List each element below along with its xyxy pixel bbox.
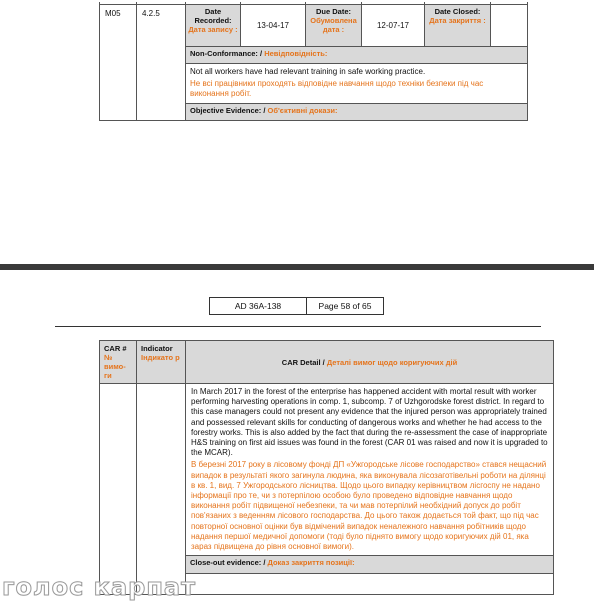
- nonconformance-table: [99, 2, 528, 121]
- close-out-label-uk: Доказ закриття позиції:: [267, 558, 355, 568]
- car-number-header: [100, 341, 137, 384]
- car-number-cell: [100, 384, 137, 595]
- car-code: M05: [100, 5, 137, 121]
- non-conformance-header: Non-Conformance: / Невідповідність:: [186, 47, 528, 64]
- due-date-label: [306, 5, 362, 47]
- indicator-header-uk: Індикато р: [141, 353, 180, 362]
- table-row: [100, 5, 528, 47]
- page-number: Page 58 of 65: [318, 301, 372, 311]
- close-out-label-en: Close-out evidence:: [190, 558, 262, 568]
- page-break-divider: [0, 264, 594, 270]
- car-detail-header-en: CAR Detail: [281, 357, 321, 367]
- objective-evidence-label-uk: Об'єктивні докази:: [267, 106, 338, 115]
- due-date-value: 12-07-17: [362, 5, 425, 47]
- close-out-header: Close-out evidence: / Доказ закриття позиції:: [186, 556, 554, 574]
- car-number-header-uk: № вимо-ги: [104, 353, 126, 380]
- non-conformance-label-en: Non-Conformance:: [190, 49, 258, 58]
- date-closed-value: [491, 5, 528, 47]
- due-date-label-en: Due Date:: [315, 7, 351, 16]
- indicator-header-en: Indicator: [141, 344, 173, 353]
- car-table: [99, 340, 554, 595]
- table-header-row: [100, 341, 554, 384]
- due-date-label-uk: Обумовлена дата :: [310, 16, 357, 34]
- car-detail-text-uk: В березні 2017 року в лісовому фонді ДП «Ужгородське лісове господарство» стався нещасний випадок в результаті якого загинула людина, яка виконувала лісозаготівельні роботи на ділянці в кв. 1, вид. 7 Ужгородського лісництва. Щодо цього випадку керівництвом лісгоспу не надано інформації про те, чи з потерпілою особою було проведено відповідне навчання щодо виконання робіт підвищеної небезпеки, та чи мав потерпілий необхідний допуск до робіт пов'язаних з веденням лісового господарства. До цього також додається той факт, що під час повторної основної оцінки був відмічений випадок неналежного навчання робітників щодо надання першої медичної допомоги (тоді було піднято вимогу щодо коригуючих дій 01, яка зараз підвищена до рівня основної вимоги).: [191, 460, 547, 552]
- indicator-header: [137, 341, 186, 384]
- car-detail-header-uk: Деталі вимог щодо коригуючих дій: [326, 357, 458, 367]
- close-out-cell: [186, 574, 554, 595]
- watermark-text: голос карпат: [2, 573, 197, 601]
- non-conformance-text-uk: Не всі працівники проходять відповідне навчання щодо техніки безпеки під час виконання робіт.: [190, 79, 484, 98]
- document-id: AD 36A-138: [210, 298, 307, 314]
- date-closed-label: [425, 5, 491, 47]
- non-conformance-text-en: Not all workers have had relevant training in safe working practice.: [190, 67, 426, 76]
- date-closed-label-en: Date Closed:: [434, 7, 481, 16]
- non-conformance-label-uk: Невідповідність:: [264, 49, 328, 58]
- date-recorded-value: 13-04-17: [241, 5, 306, 47]
- indicator-cell: [137, 384, 186, 595]
- car-detail-text-en: In March 2017 in the forest of the enterprise has happened accident with mortal result with worker performing harvesting operations in comp. 1, subcomp. 7 of Uzhgorodske forest district. In regard to this case managers could not present any evidence that the injured person was appropriately trained and possessed relevant skills for conducting of dangerous works and whether he had access to the forestry works. This is also added by the fact that during the re-assessment the case of inappropriate H&S training on first aid issues was found in the forest (CAR 01 was raised and now it is upgraded to the MCAR).: [191, 387, 548, 458]
- page-header: [209, 297, 384, 315]
- header-rule: [55, 326, 541, 327]
- car-detail-header: CAR Detail / Деталі вимог щодо коригуючих дій: [186, 341, 554, 384]
- table-row: [100, 384, 554, 556]
- date-recorded-label-uk: Дата запису :: [188, 25, 238, 34]
- objective-evidence-header: Objective Evidence: / Об'єктивні докази:: [186, 104, 528, 121]
- date-closed-label-uk: Дата закриття :: [429, 16, 486, 25]
- car-detail-cell: [186, 384, 554, 556]
- indicator-code: 4.2.5: [137, 5, 186, 121]
- date-recorded-label: [186, 5, 241, 47]
- non-conformance-text: [186, 64, 528, 104]
- car-number-header-en: CAR #: [104, 344, 127, 353]
- date-recorded-label-en: Date Recorded:: [194, 7, 232, 25]
- objective-evidence-label-en: Objective Evidence:: [190, 106, 262, 115]
